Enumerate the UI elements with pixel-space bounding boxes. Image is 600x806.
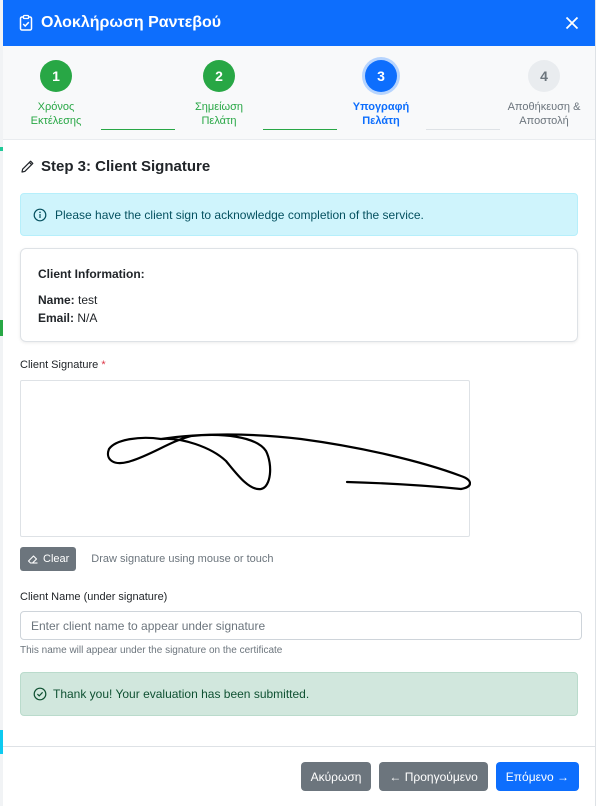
step-3-label <box>331 100 431 128</box>
pencil-icon <box>20 159 35 174</box>
step-4-label <box>494 100 594 128</box>
client-name-input[interactable] <box>20 611 582 640</box>
clear-signature-button[interactable] <box>20 547 76 571</box>
modal-title: Ολοκλήρωση Ραντεβού <box>41 14 222 31</box>
clipboard-check-icon <box>17 14 35 32</box>
client-email-label: Email: <box>38 311 75 325</box>
modal-body <box>3 158 595 716</box>
cancel-button[interactable]: Ακύρωση <box>301 762 372 791</box>
client-name-help-text: This name will appear under the signature on the certificate <box>20 645 283 656</box>
info-alert-text: Please have the client sign to acknowledge completion of the service. <box>55 207 424 222</box>
signature-label <box>20 359 578 371</box>
step-1 <box>6 60 106 128</box>
step-4-label-line2: Αποστολή <box>519 115 569 127</box>
signature-help-text: Draw signature using mouse or touch <box>91 553 274 565</box>
step-3 <box>331 60 431 128</box>
info-alert <box>20 193 578 236</box>
client-name-value: test <box>78 293 98 307</box>
info-circle-icon <box>33 208 47 222</box>
modal-header <box>3 0 595 46</box>
step-1-label <box>6 100 106 128</box>
step-connector <box>263 129 337 130</box>
client-name-label: Name: <box>38 293 75 307</box>
step-2-label-line2: Πελάτη <box>201 115 237 127</box>
client-name-row <box>38 291 560 309</box>
client-info-card <box>20 248 578 342</box>
step-2-label <box>169 100 269 128</box>
step-1-label-line2: Εκτέλεσης <box>30 115 82 127</box>
next-button[interactable]: Επόμενο → <box>496 762 579 791</box>
step-1-number: 1 <box>40 60 72 92</box>
signature-label-text: Client Signature <box>20 359 99 371</box>
check-circle-icon <box>33 687 47 701</box>
success-alert-text: Thank you! Your evaluation has been submitted. <box>53 687 310 701</box>
client-info-title: Client Information: <box>38 267 145 281</box>
signature-actions <box>20 547 578 571</box>
step-1-label-line1: Χρόνος <box>37 101 75 113</box>
success-alert <box>20 672 578 716</box>
step-3-number: 3 <box>365 60 397 92</box>
eraser-icon <box>27 553 39 565</box>
step-connector <box>426 129 500 130</box>
step-2-label-line1: Σημείωση <box>194 101 244 113</box>
required-marker: * <box>101 359 106 371</box>
step-connector <box>101 129 175 130</box>
clear-signature-label: Clear <box>43 553 70 565</box>
close-icon[interactable] <box>563 14 581 32</box>
previous-button[interactable]: ← Προηγούμενο <box>379 762 487 791</box>
step-heading <box>20 158 578 175</box>
progress-stepper <box>3 46 595 140</box>
step-3-label-line2: Πελάτη <box>362 115 400 127</box>
step-4-number: 4 <box>528 60 560 92</box>
signature-pad[interactable] <box>20 380 470 537</box>
step-4-label-line1: Αποθήκευση & <box>507 101 581 113</box>
step-2 <box>169 60 269 128</box>
step-4 <box>494 60 594 128</box>
step-2-number: 2 <box>203 60 235 92</box>
step-title: Step 3: Client Signature <box>41 158 211 175</box>
client-email-value: N/A <box>77 311 98 325</box>
client-name-field-label: Client Name (under signature) <box>20 591 168 603</box>
appointment-completion-modal <box>3 0 596 806</box>
step-3-label-line1: Υπογραφή <box>352 101 410 113</box>
client-email-row <box>38 309 560 327</box>
modal-footer <box>3 746 595 806</box>
signature-stroke <box>21 381 471 538</box>
